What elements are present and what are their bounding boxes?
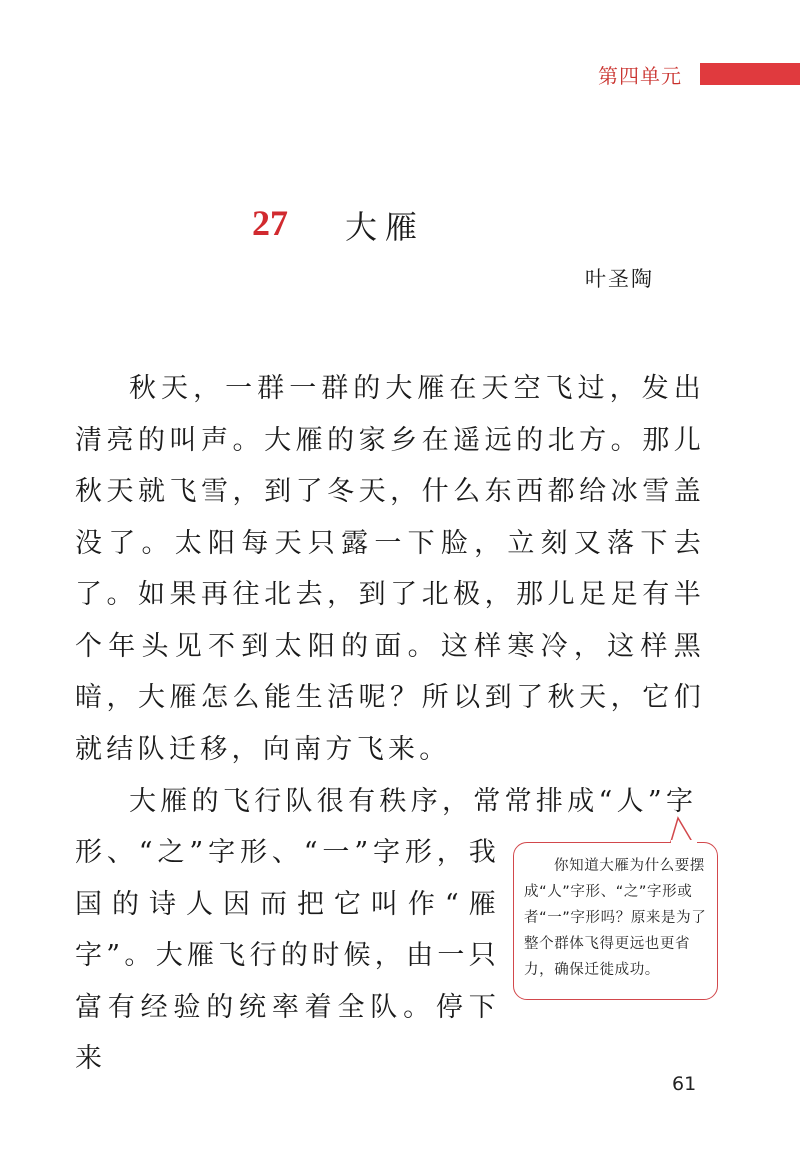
callout-text: 你知道大雁为什么要摆成“人”字形、“之”字形或者“一”字形吗？原来是为了整个群体飞得更远也更省力，确保迁徙成功。 [524,858,707,978]
page-number: 61 [672,1073,697,1095]
lesson-title: 大雁 [345,208,426,246]
lesson-number: 27 [252,203,288,243]
callout-tail-mask [671,840,697,846]
paragraph-2-continued: 形、“之”字形、“一”字形，我国的诗人因而把它叫作“雁字”。大雁飞行的时候，由一只富有经验的统率着全队。停下来 [75,837,501,1074]
callout-box [513,842,718,1000]
unit-label: 第四单元 [598,64,682,88]
author-name: 叶圣陶 [585,267,654,291]
paragraph-2-first-line: 大雁的飞行队很有秩序，常常排成“人”字 [129,786,698,817]
paragraph-1: 秋天，一群一群的大雁在天空飞过，发出清亮的叫声。大雁的家乡在遥远的北方。那儿秋天就飞雪，到了冬天，什么东西都给冰雪盖没了。太阳每天只露一下脸，立刻又落下去了。如果再往北去，到了北极，那儿足足有半个年头见不到太阳的面。这样寒冷，这样黑暗，大雁怎么能生活呢？所以到了秋天，它们就结队迁移，向南方飞来。 [75,373,705,765]
unit-header-bar [700,63,800,85]
